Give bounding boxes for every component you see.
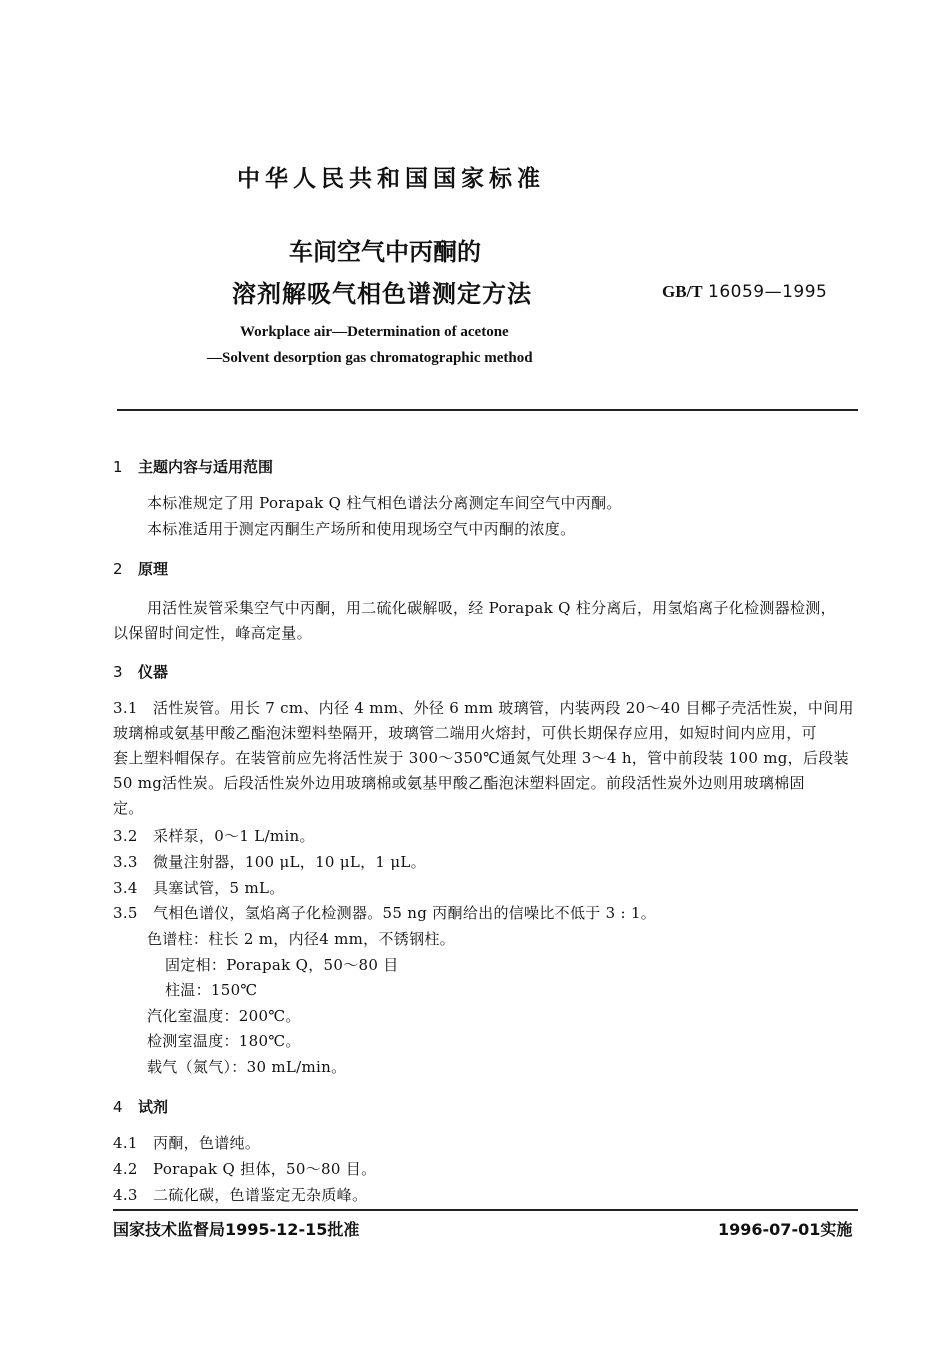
- section-title: 仪器: [138, 663, 169, 681]
- effective-date: 1996-07-01实施: [718, 1220, 853, 1239]
- paragraph: 本标准规定了用 Porapak Q 柱气相色谱法分离测定车间空气中丙酮。: [147, 494, 622, 512]
- stationary-phase: 固定相：Porapak Q，50～80 目: [165, 956, 399, 974]
- section-number: 4: [113, 1098, 123, 1116]
- section-heading-1: [113, 456, 273, 477]
- section-title: 试剂: [138, 1098, 169, 1116]
- section-heading-4: [113, 1096, 168, 1117]
- footer-divider: [113, 1209, 858, 1211]
- paragraph: 以保留时间定性，峰高定量。: [113, 624, 312, 642]
- clause-3-4: 3.4 具塞试管，5 mL。: [113, 879, 285, 897]
- english-title-line2: —Solvent desorption gas chromatographic method: [207, 350, 533, 366]
- paragraph: 本标准适用于测定丙酮生产场所和使用现场空气中丙酮的浓度。: [147, 520, 576, 538]
- clause-3-5: 3.5 气相色谱仪，氢焰离子化检测器。55 ng 丙酮给出的信噪比不低于 3 : 1。: [113, 904, 657, 922]
- paragraph: 用活性炭管采集空气中丙酮，用二硫化碳解吸，经 Porapak Q 柱分离后，用氢焰离子化检测器检测，: [147, 599, 836, 617]
- section-heading-3: [113, 661, 168, 682]
- standard-number: [662, 282, 827, 302]
- document-title-line2: 溶剂解吸气相色谱测定方法: [232, 280, 532, 308]
- detector-temperature: 检测室温度：180℃。: [147, 1032, 301, 1050]
- section-title: 原理: [138, 560, 169, 578]
- standard-code: 16059—1995: [708, 282, 828, 302]
- clause-3-1: 玻璃棉或氨基甲酸乙酯泡沫塑料垫隔开，玻璃管二端用火熔封，可供长期保存应用，如短时间内应用，可: [113, 724, 817, 742]
- clause-3-1: 50 mg活性炭。后段活性炭外边用玻璃棉或氨基甲酸乙酯泡沫塑料固定。前段活性炭外边则用玻璃棉固: [113, 774, 805, 792]
- clause-4-3: 4.3 二硫化碳，色谱鉴定无杂质峰。: [113, 1186, 368, 1204]
- section-heading-2: [113, 558, 168, 579]
- carrier-gas: 载气（氮气）：30 mL/min。: [147, 1058, 347, 1076]
- clause-3-1: 3.1 活性炭管。用长 7 cm、内径 4 mm、外径 6 mm 玻璃管，内装两段 20～40 目椰子壳活性炭，中间用: [113, 699, 854, 717]
- section-number: 1: [113, 458, 123, 476]
- clause-4-2: 4.2 Porapak Q 担体，50～80 目。: [113, 1160, 377, 1178]
- approval-date: 国家技术监督局1995-12-15批准: [113, 1220, 360, 1239]
- national-standard-heading: 中华人民共和国国家标准: [237, 166, 545, 192]
- clause-3-2: 3.2 采样泵，0～1 L/min。: [113, 827, 315, 845]
- standard-prefix: GB/T: [662, 282, 703, 301]
- section-number: 2: [113, 560, 123, 578]
- header-divider: [117, 409, 858, 411]
- section-number: 3: [113, 663, 123, 681]
- clause-3-3: 3.3 微量注射器，100 μL，10 μL，1 μL。: [113, 853, 426, 871]
- english-title-line1: Workplace air—Determination of acetone: [240, 324, 509, 340]
- section-title: 主题内容与适用范围: [138, 458, 274, 476]
- clause-3-1: 套上塑料帽保存。在装管前应先将活性炭于 300～350℃通氮气处理 3～4 h，管中前段装 100 mg，后段装: [113, 749, 849, 767]
- clause-4-1: 4.1 丙酮，色谱纯。: [113, 1134, 261, 1152]
- document-title-line1: 车间空气中丙酮的: [289, 238, 481, 266]
- column-temperature: 柱温：150℃: [165, 981, 258, 999]
- vaporizer-temperature: 汽化室温度：200℃。: [147, 1007, 301, 1025]
- column-spec: 色谱柱：柱长 2 m，内径4 mm，不锈钢柱。: [147, 930, 455, 948]
- clause-3-1: 定。: [113, 799, 144, 817]
